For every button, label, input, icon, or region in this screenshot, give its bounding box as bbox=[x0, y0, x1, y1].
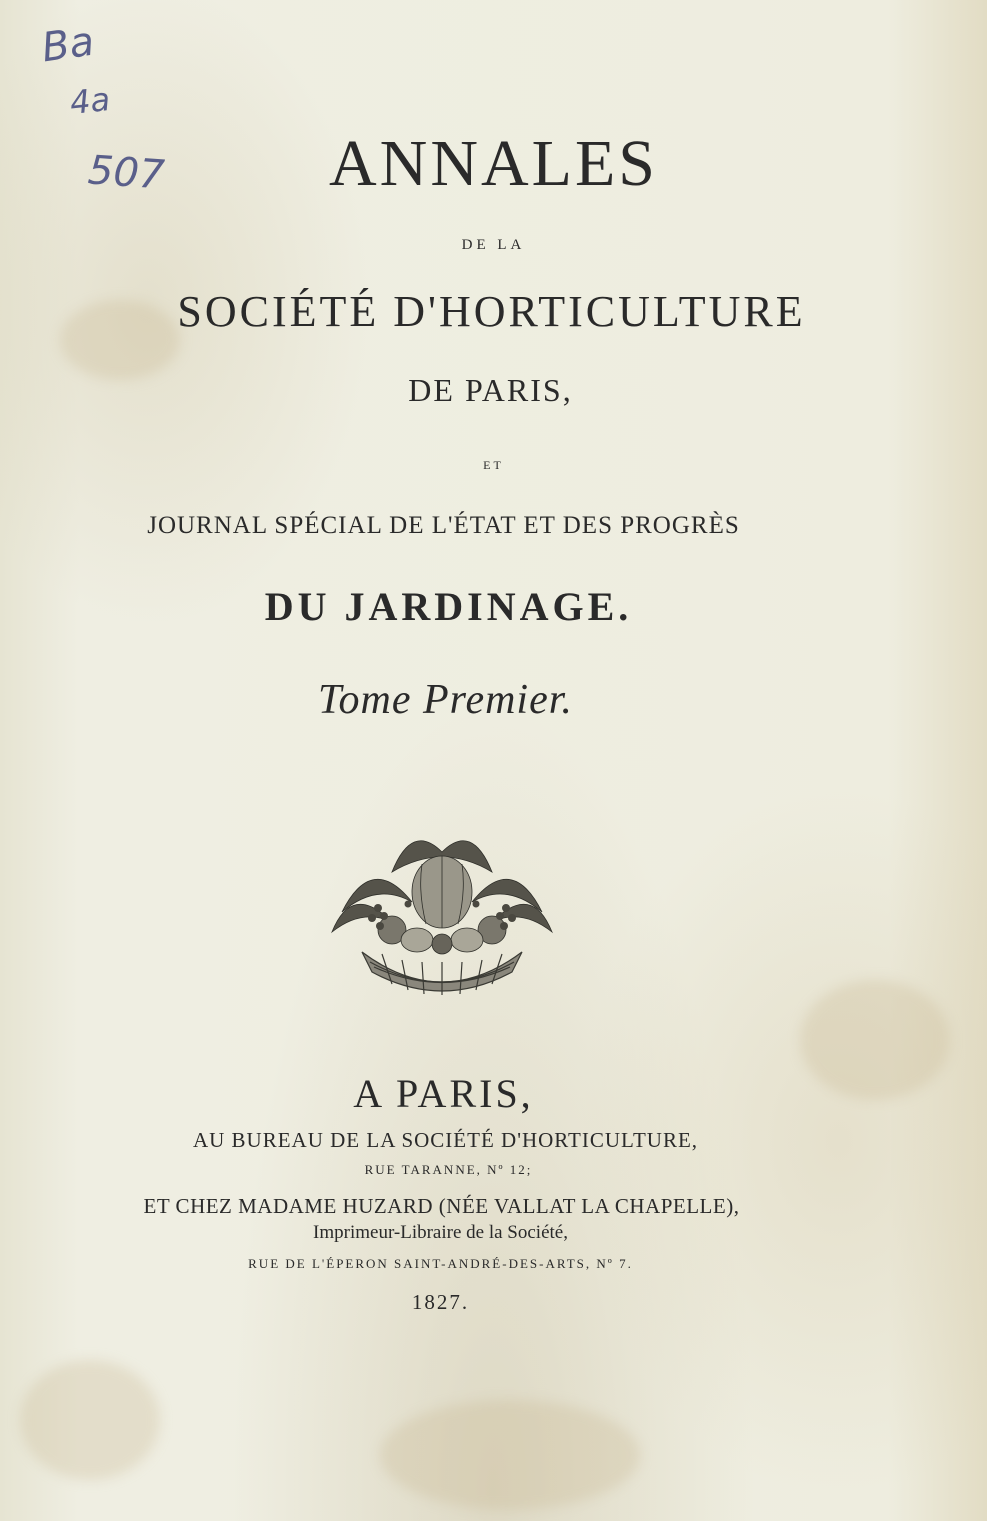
title-et: ET bbox=[483, 458, 504, 472]
title-de-paris: DE PARIS, bbox=[408, 372, 573, 408]
imprint-address-1: RUE TARANNE, Nº 12; bbox=[364, 1162, 533, 1177]
title-de-la: DE LA bbox=[461, 237, 526, 253]
main-title: ANNALES bbox=[329, 127, 658, 200]
imprint-bureau: AU BUREAU DE LA SOCIÉTÉ D'HORTICULTURE, bbox=[192, 1128, 699, 1152]
pencil-note: 4a bbox=[68, 80, 112, 122]
imprint-printer: Imprimeur-Libraire de la Société, bbox=[313, 1222, 568, 1243]
imprint-publisher: ET CHEZ MADAME HUZARD (NÉE VALLAT LA CHAPELLE), bbox=[143, 1194, 740, 1218]
volume-label: Tome Premier. bbox=[318, 677, 573, 723]
imprint-address-2: RUE DE L'ÉPERON SAINT-ANDRÉ-DES-ARTS, Nº 7. bbox=[248, 1256, 633, 1271]
society-name: SOCIÉTÉ D'HORTICULTURE bbox=[177, 287, 806, 336]
jardinage-title: DU JARDINAGE. bbox=[264, 584, 633, 629]
pencil-note: Ba bbox=[39, 18, 97, 72]
imprint-place: A PARIS, bbox=[353, 1071, 534, 1116]
fruit-basket-vignette bbox=[322, 812, 562, 998]
paper-stain bbox=[380, 1400, 640, 1510]
imprint-year: 1827. bbox=[411, 1290, 470, 1314]
paper-stain bbox=[20, 1360, 160, 1480]
pencil-note: 507 bbox=[86, 147, 166, 199]
journal-subtitle: JOURNAL SPÉCIAL DE L'ÉTAT ET DES PROGRÈS bbox=[147, 512, 740, 539]
